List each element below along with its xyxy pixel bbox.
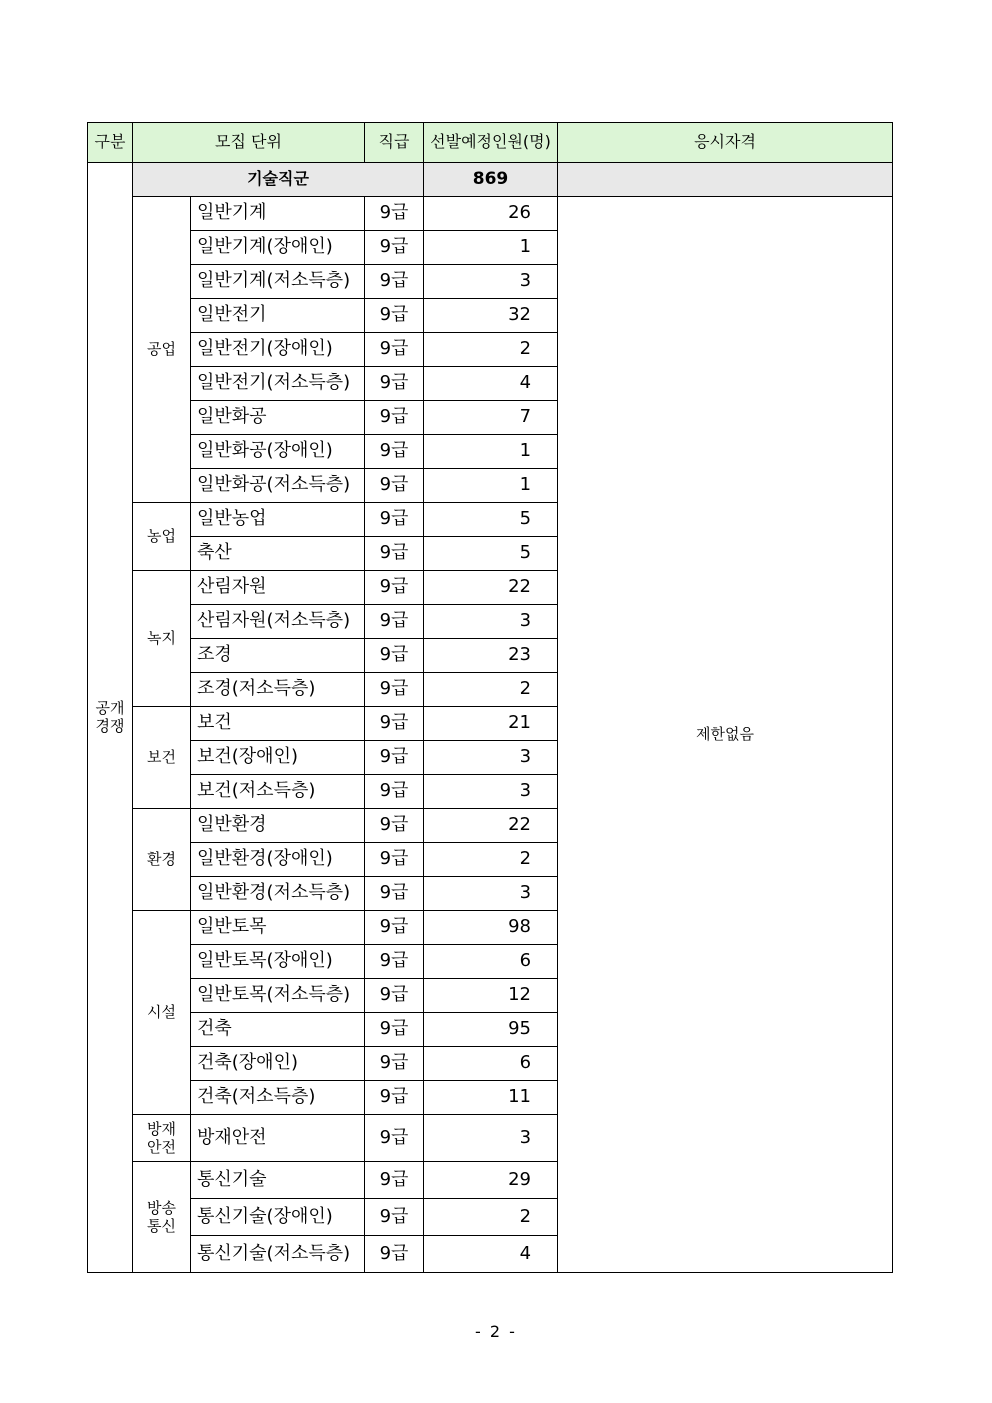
field-greenery: 녹지 [133,571,191,707]
field-environment: 환경 [133,809,191,911]
unit-cell: 산림자원 [191,571,365,605]
grade-cell: 9급 [365,809,424,843]
grade-cell: 9급 [365,707,424,741]
division-name-line2: 경쟁 [95,717,125,736]
grade-cell: 9급 [365,299,424,333]
unit-cell: 통신기술 [191,1162,365,1199]
count-cell: 1 [424,469,558,503]
grade-cell: 9급 [365,1081,424,1115]
grade-cell: 9급 [365,979,424,1013]
total-label: 기술직군 [133,163,424,197]
grade-cell: 9급 [365,1047,424,1081]
unit-cell: 일반토목(저소득층) [191,979,365,1013]
total-qualification-blank [558,163,893,197]
unit-cell: 축산 [191,537,365,571]
field-broadcast-communication [133,1162,191,1273]
count-cell: 4 [424,367,558,401]
unit-cell: 일반환경(저소득층) [191,877,365,911]
grade-cell: 9급 [365,741,424,775]
count-cell: 3 [424,605,558,639]
grade-cell: 9급 [365,401,424,435]
count-cell: 22 [424,571,558,605]
header-grade: 직급 [365,123,424,163]
count-cell: 12 [424,979,558,1013]
grade-cell: 9급 [365,775,424,809]
count-cell: 3 [424,877,558,911]
count-cell: 1 [424,231,558,265]
grade-cell: 9급 [365,639,424,673]
field-disaster-safety [133,1115,191,1162]
count-cell: 22 [424,809,558,843]
field-health: 보건 [133,707,191,809]
grade-cell: 9급 [365,1115,424,1162]
count-cell: 29 [424,1162,558,1199]
count-cell: 2 [424,1199,558,1236]
unit-cell: 일반기계(저소득층) [191,265,365,299]
field-industry: 공업 [133,197,191,503]
unit-cell: 일반화공(장애인) [191,435,365,469]
count-cell: 21 [424,707,558,741]
grade-cell: 9급 [365,911,424,945]
grade-cell: 9급 [365,333,424,367]
count-cell: 23 [424,639,558,673]
count-cell: 3 [424,1115,558,1162]
count-cell: 7 [424,401,558,435]
grade-cell: 9급 [365,1013,424,1047]
grade-cell: 9급 [365,877,424,911]
count-cell: 11 [424,1081,558,1115]
field-line1: 방송 [147,1198,176,1217]
unit-cell: 일반화공 [191,401,365,435]
unit-cell: 통신기술(장애인) [191,1199,365,1236]
count-cell: 2 [424,673,558,707]
field-line2: 안전 [147,1137,176,1156]
header-unit: 모집 단위 [133,123,365,163]
unit-cell: 통신기술(저소득층) [191,1236,365,1273]
count-cell: 98 [424,911,558,945]
count-cell: 3 [424,265,558,299]
division-name-line1: 공개 [95,699,125,718]
unit-cell: 보건(장애인) [191,741,365,775]
unit-cell: 일반토목 [191,911,365,945]
unit-cell: 조경(저소득층) [191,673,365,707]
unit-cell: 일반화공(저소득층) [191,469,365,503]
unit-cell: 일반농업 [191,503,365,537]
unit-cell: 건축(저소득층) [191,1081,365,1115]
count-cell: 4 [424,1236,558,1273]
grade-cell: 9급 [365,571,424,605]
unit-cell: 일반기계 [191,197,365,231]
unit-cell: 일반환경(장애인) [191,843,365,877]
count-cell: 32 [424,299,558,333]
count-cell: 2 [424,333,558,367]
grade-cell: 9급 [365,843,424,877]
grade-cell: 9급 [365,367,424,401]
grade-cell: 9급 [365,605,424,639]
count-cell: 3 [424,775,558,809]
grade-cell: 9급 [365,197,424,231]
page-number: - 2 - [475,1322,517,1341]
division-cell [88,163,133,1273]
field-facilities: 시설 [133,911,191,1115]
header-division: 구분 [88,123,133,163]
count-cell: 6 [424,1047,558,1081]
recruitment-table [87,122,893,1273]
count-cell: 6 [424,945,558,979]
unit-cell: 건축(장애인) [191,1047,365,1081]
unit-cell: 건축 [191,1013,365,1047]
grade-cell: 9급 [365,503,424,537]
unit-cell: 보건(저소득층) [191,775,365,809]
count-cell: 5 [424,537,558,571]
unit-cell: 일반전기(저소득층) [191,367,365,401]
grade-cell: 9급 [365,1236,424,1273]
grade-cell: 9급 [365,435,424,469]
count-cell: 3 [424,741,558,775]
count-cell: 95 [424,1013,558,1047]
grade-cell: 9급 [365,1199,424,1236]
qualification-cell: 제한없음 [558,197,893,1273]
field-agriculture: 농업 [133,503,191,571]
unit-cell: 보건 [191,707,365,741]
grade-cell: 9급 [365,265,424,299]
unit-cell: 조경 [191,639,365,673]
grade-cell: 9급 [365,231,424,265]
grade-cell: 9급 [365,1162,424,1199]
count-cell: 26 [424,197,558,231]
header-count: 선발예정인원(명) [424,123,558,163]
count-cell: 1 [424,435,558,469]
unit-cell: 산림자원(저소득층) [191,605,365,639]
unit-cell: 방재안전 [191,1115,365,1162]
field-line2: 통신 [147,1216,176,1235]
grade-cell: 9급 [365,469,424,503]
grade-cell: 9급 [365,537,424,571]
unit-cell: 일반토목(장애인) [191,945,365,979]
unit-cell: 일반기계(장애인) [191,231,365,265]
unit-cell: 일반전기(장애인) [191,333,365,367]
unit-cell: 일반전기 [191,299,365,333]
field-line1: 방재 [147,1119,176,1138]
grade-cell: 9급 [365,673,424,707]
unit-cell: 일반환경 [191,809,365,843]
total-count: 869 [424,163,558,197]
header-qualification: 응시자격 [558,123,893,163]
count-cell: 5 [424,503,558,537]
count-cell: 2 [424,843,558,877]
grade-cell: 9급 [365,945,424,979]
